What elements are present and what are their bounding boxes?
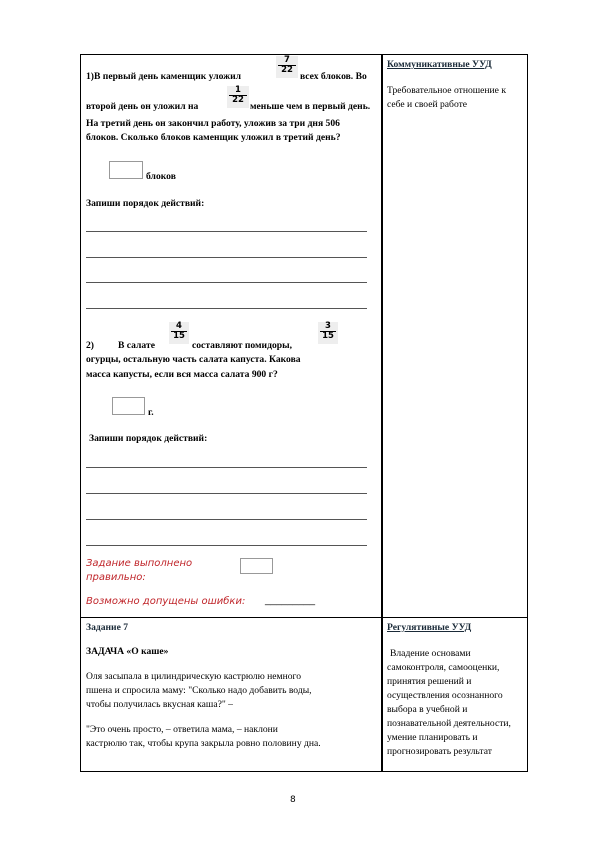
fraction-1-22 bbox=[227, 86, 249, 108]
done-correctly-line1: Задание выполнено bbox=[86, 558, 193, 569]
fraction-numerator: 3 bbox=[325, 321, 331, 331]
task2-line3: масса капусты, если вся масса салата 900 г? bbox=[86, 369, 278, 380]
task1-answer-line-1[interactable] bbox=[86, 231, 367, 232]
task2-answer-input[interactable] bbox=[112, 397, 145, 415]
done-correctly-input[interactable] bbox=[240, 558, 273, 574]
task2-line1-end: составляют помидоры, bbox=[192, 340, 292, 351]
task1-answer-line-4[interactable] bbox=[86, 308, 367, 309]
task7-paragraph2-line2: кастрюлю так, чтобы крупа закрыла ровно половину дна. bbox=[86, 738, 321, 749]
task7-paragraph2-line1: "Это очень просто, – ответила мама, – наклони bbox=[86, 724, 278, 735]
task7-paragraph1-line1: Оля засыпала в цилиндрическую кастрюлю немного bbox=[86, 671, 302, 682]
row-divider bbox=[80, 617, 528, 618]
task2-answer-line-2[interactable] bbox=[86, 493, 367, 494]
fraction-denominator: 22 bbox=[281, 65, 293, 75]
regulatory-line-1: Владение основами bbox=[390, 648, 471, 659]
task7-heading: Задание 7 bbox=[86, 622, 129, 633]
page-number: 8 bbox=[290, 795, 296, 805]
task1-line3: На третий день он закончил работу, уложив за три дня 506 bbox=[86, 118, 340, 129]
regulatory-line-3: принятия решений и bbox=[387, 676, 472, 687]
task1-answer-input[interactable] bbox=[109, 161, 143, 179]
fraction-7-22 bbox=[276, 56, 298, 78]
regulatory-line-7: умение планировать и bbox=[387, 732, 478, 743]
task2-line1-start: В салате bbox=[118, 340, 155, 351]
task1-answer-unit: блоков bbox=[146, 171, 176, 182]
task2-answer-line-4[interactable] bbox=[86, 545, 367, 546]
fraction-4-15 bbox=[169, 322, 189, 344]
regulatory-line-6: познавательной деятельности, bbox=[387, 718, 511, 729]
regulatory-line-4: осуществления осознанного bbox=[387, 690, 503, 701]
task7-paragraph1-line2: пшена и спросила маму: "Сколько надо добавить воды, bbox=[86, 685, 312, 696]
communicative-text-line2: себе и своей работе bbox=[387, 99, 468, 110]
fraction-numerator: 7 bbox=[284, 55, 290, 65]
mistakes-blank[interactable]: _________ bbox=[265, 595, 316, 606]
task1-line1-end: всех блоков. Во bbox=[300, 71, 367, 82]
task1-line2-start: второй день он уложил на bbox=[86, 101, 199, 112]
communicative-heading: Коммуникативные УУД bbox=[387, 59, 492, 70]
fraction-denominator: 15 bbox=[173, 331, 185, 341]
task7-title: ЗАДАЧА «О каше» bbox=[86, 646, 169, 657]
task2-number: 2) bbox=[86, 340, 94, 351]
task2-answer-line-1[interactable] bbox=[86, 467, 367, 468]
task2-answer-unit: г. bbox=[148, 407, 154, 418]
regulatory-line-5: выбора в учебной и bbox=[387, 704, 468, 715]
task1-line4: блоков. Сколько блоков каменщик уложил в третий день? bbox=[86, 132, 341, 143]
done-correctly-line2: правильно: bbox=[86, 572, 146, 583]
task1-line1-start: 1)В первый день каменщик уложил bbox=[86, 71, 242, 82]
column-divider bbox=[381, 54, 383, 772]
fraction-numerator: 1 bbox=[235, 85, 241, 95]
task1-answer-line-2[interactable] bbox=[86, 257, 367, 258]
task2-line2: огурцы, остальную часть салата капуста. Какова bbox=[86, 354, 301, 365]
mistakes-label: Возможно допущены ошибки: bbox=[86, 596, 246, 607]
task1-order-label: Запиши порядок действий: bbox=[86, 198, 205, 209]
fraction-3-15 bbox=[318, 322, 338, 344]
task1-line2-end: меньше чем в первый день. bbox=[250, 101, 371, 112]
fraction-denominator: 15 bbox=[322, 331, 334, 341]
regulatory-line-8: прогнозировать результат bbox=[387, 746, 492, 757]
communicative-text-line1: Требовательное отношение к bbox=[387, 85, 506, 96]
task1-answer-line-3[interactable] bbox=[86, 282, 367, 283]
regulatory-heading: Регулятивные УУД bbox=[387, 622, 472, 633]
task7-paragraph1-line3: чтобы получилась вкусная каша?" – bbox=[86, 699, 233, 710]
regulatory-line-2: самоконтроля, самооценки, bbox=[387, 662, 500, 673]
task2-order-label: Запиши порядок действий: bbox=[89, 433, 208, 444]
fraction-numerator: 4 bbox=[176, 321, 182, 331]
task2-answer-line-3[interactable] bbox=[86, 519, 367, 520]
fraction-denominator: 22 bbox=[232, 95, 244, 105]
